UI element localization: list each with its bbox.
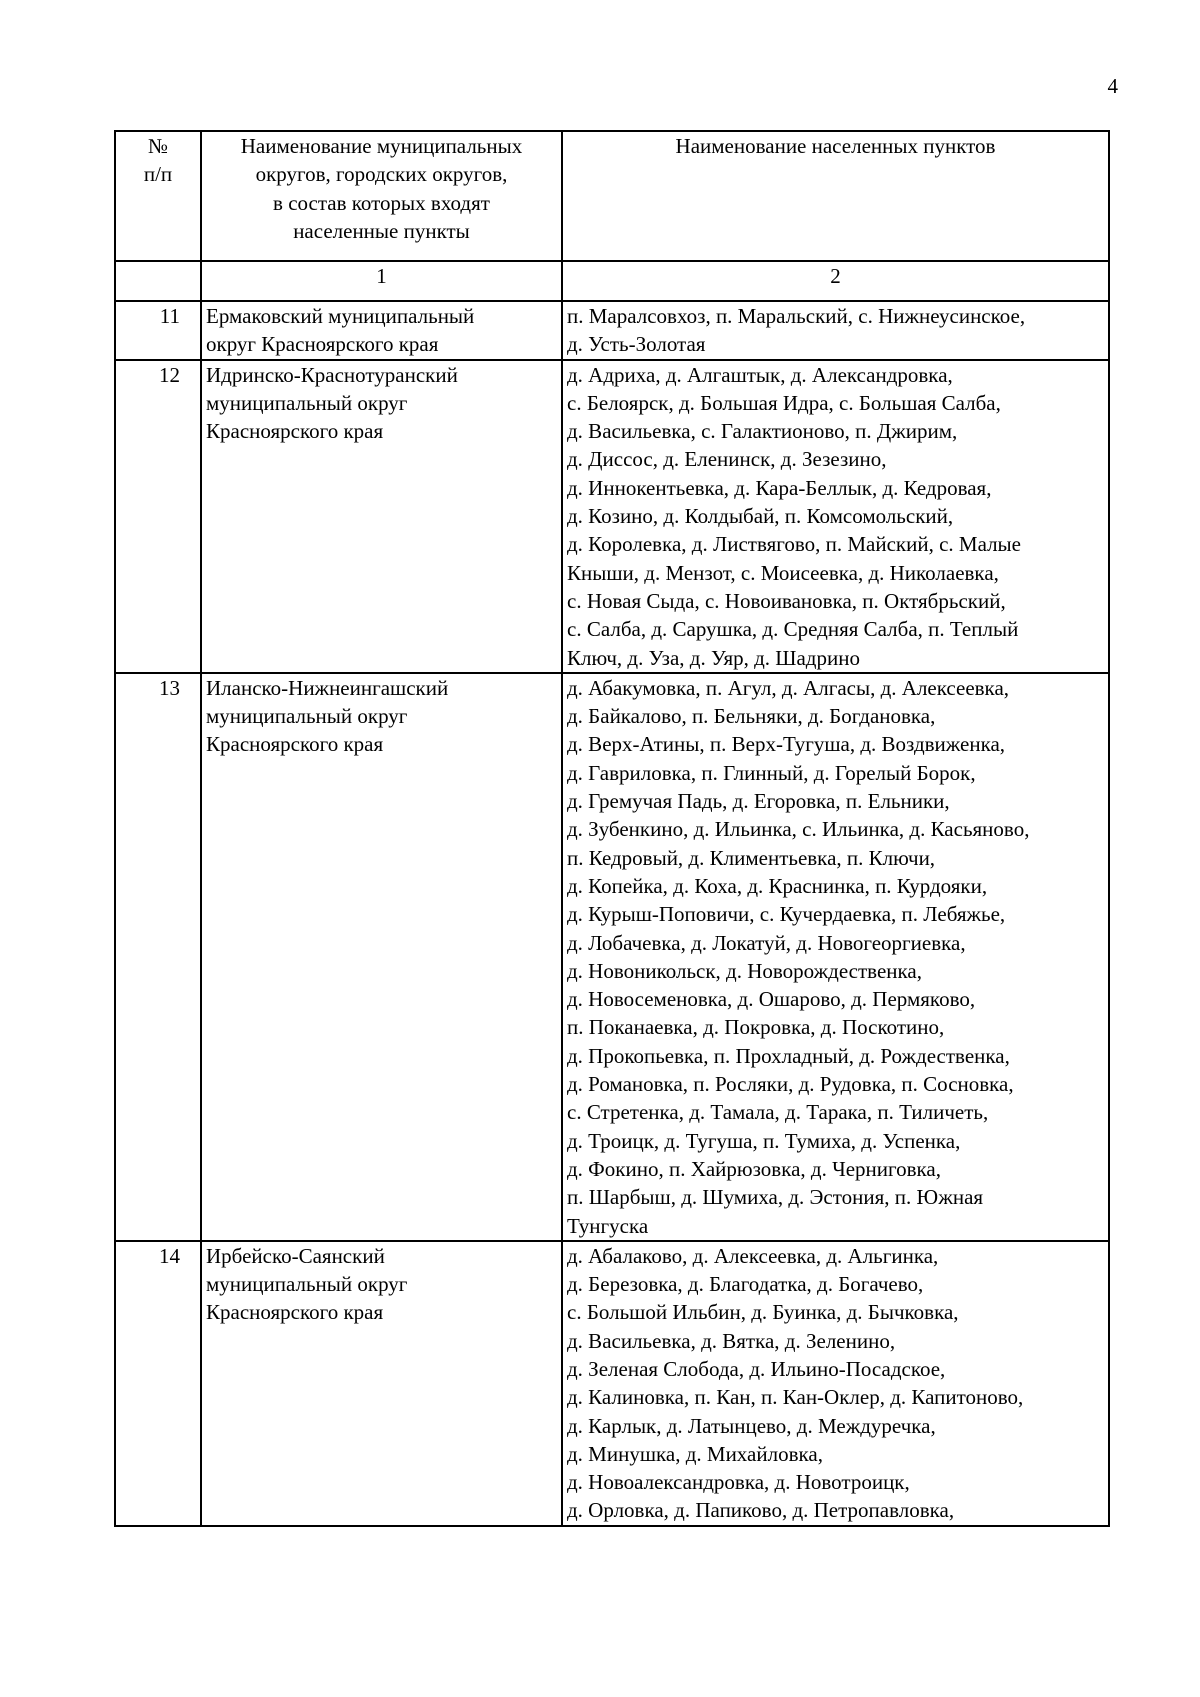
column-index-cell: 2 (562, 261, 1109, 301)
settlement-line: д. Минушка, д. Михайловка, (567, 1441, 823, 1466)
settlements-list (562, 360, 1109, 673)
settlement-line: д. Васильевка, с. Галактионово, п. Джирим, (567, 419, 958, 444)
row-number: 14 (115, 1241, 201, 1526)
settlement-line: д. Фокино, п. Хайрюзовка, д. Черниговка, (567, 1156, 941, 1181)
settlement-line: с. Белоярск, д. Большая Идра, с. Большая Салба, (567, 390, 1001, 415)
settlements-table (114, 130, 1110, 1527)
table-row (115, 673, 1109, 1241)
settlement-line: д. Васильевка, д. Вятка, д. Зеленино, (567, 1328, 896, 1353)
municipality-name (201, 1241, 562, 1526)
settlement-line: Кныши, д. Мензот, с. Моисеевка, д. Николаевка, (567, 560, 999, 585)
settlement-line: д. Калиновка, п. Кан, п. Кан-Оклер, д. Капитоново, (567, 1385, 1024, 1410)
settlement-line: Ключ, д. Уза, д. Уяр, д. Шадрино (567, 645, 860, 670)
municipality-line: муниципальный округ (206, 1272, 408, 1297)
municipality-line: Идринско-Краснотуранский (206, 362, 458, 387)
header-municipality-line: Наименование муниципальных (240, 134, 523, 158)
municipality-line: муниципальный округ (206, 390, 408, 415)
row-number: 12 (115, 360, 201, 673)
settlement-line: д. Троицк, д. Тугуша, п. Тумиха, д. Успенка, (567, 1128, 961, 1153)
municipality-line: Красноярского края (206, 732, 384, 757)
settlement-line: д. Козино, д. Колдыбай, п. Комсомольский, (567, 504, 954, 529)
settlement-line: д. Абалаково, д. Алексеевка, д. Альгинка, (567, 1243, 939, 1268)
municipality-name (201, 301, 562, 360)
settlement-line: с. Большой Ильбин, д. Буинка, д. Бычковка, (567, 1300, 959, 1325)
settlements-list (562, 301, 1109, 360)
settlement-line: д. Зеленая Слобода, д. Ильино-Посадское, (567, 1356, 946, 1381)
settlement-line: п. Маралсовхоз, п. Маральский, с. Нижнеусинское, (567, 304, 1026, 328)
settlement-line: д. Гремучая Падь, д. Егоровка, п. Ельники, (567, 789, 950, 814)
settlement-line: п. Шарбыш, д. Шумиха, д. Эстония, п. Южная (567, 1185, 984, 1210)
municipality-line: Ермаковский муниципальный (206, 304, 475, 328)
row-number: 11 (115, 301, 201, 360)
settlement-line: д. Прокопьевка, п. Прохладный, д. Рождественка, (567, 1043, 1010, 1068)
settlement-line: п. Кедровый, д. Климентьевка, п. Ключи, (567, 845, 936, 870)
settlement-line: п. Поканаевка, д. Покровка, д. Поскотино, (567, 1015, 945, 1040)
table-row (115, 360, 1109, 673)
settlement-line: д. Королевка, д. Листвягово, п. Майский, с. Малые (567, 532, 1021, 557)
header-number-line: № (147, 134, 169, 158)
municipality-line: Красноярского края (206, 1300, 384, 1325)
settlement-line: д. Карлык, д. Латынцево, д. Междуречка, (567, 1413, 936, 1438)
settlement-line: с. Новая Сыда, с. Новоивановка, п. Октябрьский, (567, 588, 1006, 613)
column-index-row (115, 261, 1109, 301)
municipality-line: муниципальный округ (206, 704, 408, 729)
settlement-line: д. Лобачевка, д. Локатуй, д. Новогеоргиевка, (567, 930, 966, 955)
table-row (115, 1241, 1109, 1526)
settlement-line: д. Березовка, д. Благодатка, д. Богачево, (567, 1272, 924, 1297)
municipality-line: Иланско-Нижнеингашский (206, 675, 449, 700)
settlement-line: д. Диссос, д. Еленинск, д. Зезезино, (567, 447, 887, 472)
header-municipality-line: округов, городских округов, (255, 162, 508, 187)
column-index-cell (115, 261, 201, 301)
settlements-list (562, 673, 1109, 1241)
settlement-line: д. Зубенкино, д. Ильинка, с. Ильинка, д. Касьяново, (567, 817, 1030, 842)
settlement-line: д. Орловка, д. Папиково, д. Петропавловка, (567, 1498, 955, 1523)
settlement-line: д. Верх-Атины, п. Верх-Тугуша, д. Воздвиженка, (567, 732, 1006, 757)
municipality-name (201, 360, 562, 673)
page-number: 4 (1107, 74, 1118, 98)
table-row (115, 301, 1109, 360)
header-number (115, 131, 201, 261)
table-body (115, 301, 1109, 1526)
settlement-line: д. Новосеменовка, д. Ошарово, д. Пермяково, (567, 987, 976, 1012)
settlement-line: д. Иннокентьевка, д. Кара-Беллык, д. Кедровая, (567, 475, 992, 500)
settlement-line: д. Новоникольск, д. Новорождественка, (567, 958, 922, 983)
column-index-cell: 1 (201, 261, 562, 301)
table-header-row (115, 131, 1109, 261)
row-number: 13 (115, 673, 201, 1241)
header-municipality-line: населенные пункты (293, 218, 470, 243)
municipality-line: округ Красноярского края (206, 332, 439, 357)
settlement-line: с. Стретенка, д. Тамала, д. Тарака, п. Тиличеть, (567, 1100, 989, 1125)
municipality-line: Ирбейско-Саянский (206, 1243, 385, 1268)
settlement-line: д. Романовка, п. Росляки, д. Рудовка, п. Сосновка, (567, 1072, 1014, 1097)
header-number-line: п/п (143, 162, 173, 187)
header-settlements: Наименование населенных пунктов (562, 131, 1109, 261)
settlement-line: д. Копейка, д. Коха, д. Краснинка, п. Курдояки, (567, 873, 988, 898)
header-municipality (201, 131, 562, 261)
settlements-list (562, 1241, 1109, 1526)
settlement-line: д. Новоалександровка, д. Новотроицк, (567, 1470, 910, 1495)
settlement-line: д. Абакумовка, п. Агул, д. Алгасы, д. Алексеевка, (567, 675, 1010, 700)
municipality-name (201, 673, 562, 1241)
settlement-line: д. Курыш-Поповичи, с. Кучердаевка, п. Лебяжье, (567, 902, 1006, 927)
municipality-line: Красноярского края (206, 419, 384, 444)
settlement-line: д. Адриха, д. Алгаштык, д. Александровка, (567, 362, 953, 387)
settlement-line: Тунгуска (567, 1213, 649, 1238)
settlement-line: д. Гавриловка, п. Глинный, д. Горелый Борок, (567, 760, 976, 785)
header-municipality-line: в состав которых входят (273, 190, 490, 215)
settlement-line: д. Усть-Золотая (567, 332, 706, 357)
settlement-line: д. Байкалово, п. Бельняки, д. Богдановка, (567, 704, 936, 729)
settlement-line: с. Салба, д. Сарушка, д. Средняя Салба, п. Теплый (567, 617, 1019, 642)
